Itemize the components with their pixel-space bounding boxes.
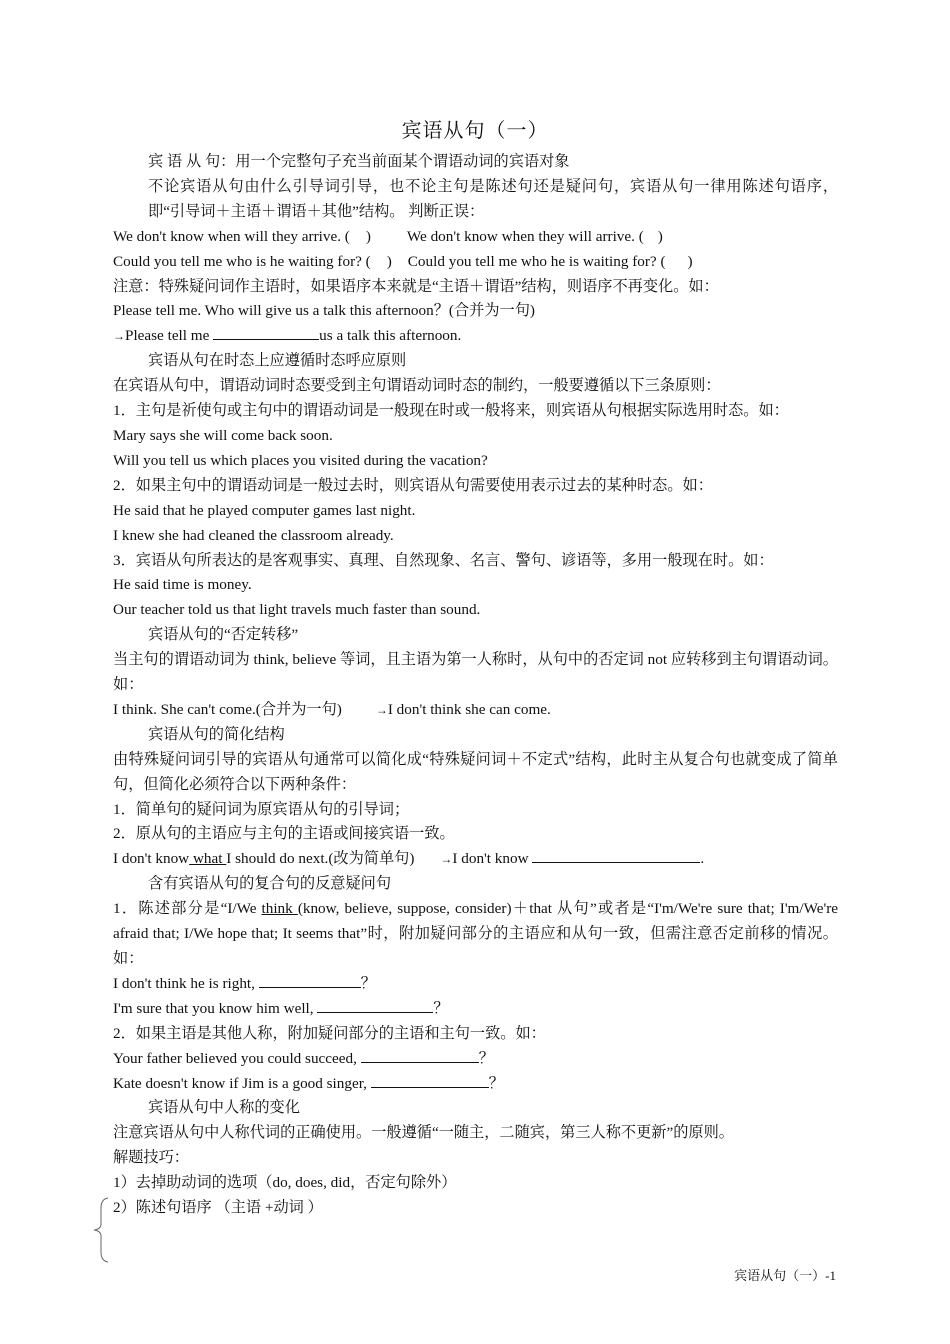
tense-rule-1: 1．主句是祈使句或主句中的谓语动词是一般现在时或一般将来，则宾语从句根据实际选用时态。如： [113,402,789,420]
tag-exercise [113,1047,838,1072]
example-line: Our teacher told us that light travels much faster than sound. [113,601,481,619]
example-line: He said that he played computer games last night. [113,501,416,519]
negation-rule: 当主句的谓语动词为 think, believe 等词，且主语为第一人称时，从句中的否定词 not 应转移到主句谓语动词。如： [113,651,838,694]
merge-exercise-line: Please tell me. Who will give us a talk this afternoon？(合并为一句) [113,302,535,320]
underlined-word: think [261,900,298,918]
section-heading-simplify: 宾语从句的简化结构 [148,725,285,743]
tag-mark: ？ [488,1074,504,1092]
merge-answer-suffix: us a talk this afternoon. [319,327,462,345]
section-heading-negation: 宾语从句的“否定转移” [148,626,299,644]
tag-sentence: Kate doesn't know if Jim is a good singer, [113,1074,371,1092]
answer-blank[interactable] [371,1072,489,1088]
simplify-answer-prefix: I don't know [452,850,533,868]
page-footer: 宾语从句（一）-1 [734,1268,836,1283]
tag-question-rule-1 [113,897,838,972]
simplify-exercise-start: I don't know [113,850,190,868]
document-body [113,150,838,1221]
judge-close-2a: ) [386,252,392,270]
simplify-condition-2: 2．原从句的主语应与主句的主语或间接宾语一致。 [113,825,455,843]
judge-line-2 [113,250,838,275]
tag-exercise [113,1072,838,1097]
simplify-exercise-end: I should do next.(改为简单句) [226,850,415,868]
judge-sentence-2b: Could you tell me who he is waiting for? ( [407,252,666,270]
merge-answer-prefix: Please tell me [125,327,214,345]
judge-close-1b: ) [657,227,663,245]
negation-exercise: I think. She can't come.(合并为一句) [113,700,342,718]
underlined-word: what [189,850,227,868]
person-rule: 注意宾语从句中人称代词的正确使用。一般遵循“一随主，二随宾，第三人称不更新”的原则。 [113,1124,734,1142]
section-heading-tag-question: 含有宾语从句的复合句的反意疑问句 [148,875,391,893]
simplify-rule: 由特殊疑问词引导的宾语从句通常可以简化成“特殊疑问词＋不定式”结构，此时主从复合句也就变成了简单句，但简化必须符合以下两种条件： [113,750,838,793]
example-line: Will you tell us which places you visited during the vacation? [113,451,488,469]
judge-sentence-2a: Could you tell me who is he waiting for? ( [113,252,371,270]
simplify-condition-1: 1．简单句的疑问词为原宾语从句的引导词； [113,800,410,818]
answer-blank[interactable] [213,324,319,340]
tag-sentence: I'm sure that you know him well, [113,999,318,1017]
tag-exercise [113,997,838,1022]
note-subject-line: 注意：特殊疑问词作主语时，如果语序本来就是“主语＋谓语”结构，则语序不再变化。如： [113,277,719,295]
tag-sentence: Your father believed you could succeed, [113,1049,361,1067]
tips-heading: 解题技巧： [113,1149,189,1167]
tense-rule-3: 3．宾语从句所表达的是客观事实、真理、自然现象、名言、警句、谚语等，多用一般现在时。如： [113,551,774,569]
answer-blank[interactable] [317,997,433,1013]
tense-rule-2: 2．如果主句中的谓语动词是一般过去时，则宾语从句需要使用表示过去的某种时态。如： [113,476,713,494]
judge-line-1 [113,225,838,250]
tag-exercise [113,972,838,997]
judge-close-1a: ) [365,227,371,245]
merge-answer-line [113,324,838,349]
arrow-icon: → [440,852,453,867]
tag-question-rule-2: 2．如果主语是其他人称，附加疑问部分的主语和主句一致。如： [113,1024,546,1042]
judge-sentence-1b: We don't know when they will arrive. ( [406,227,644,245]
tag-mark: ？ [478,1049,494,1067]
arrow-icon: → [113,329,125,344]
example-line: He said time is money. [113,576,252,594]
tag-mark: ？ [360,974,376,992]
page-title: 宾语从句（一） [401,120,549,142]
tense-intro: 在宾语从句中，谓语动词时态要受到主句谓语动词时态的制约，一般要遵循以下三条原则： [113,377,721,395]
simplify-example [113,847,838,872]
rule-1-rest: (know, believe, suppose, consider)＋that 从句”或者是“I'm/We're sure that; I'm/We're afraid that; I/We hope that; It seems that”时，附加疑问部分的主语应和从句一致，但需注意否定前移的情况。如： [113,900,838,967]
simplify-answer-end: . [700,850,705,868]
rule-1-start: 1．陈述部分是“I/We [113,900,262,918]
judge-sentence-1a: We don't know when will they arrive. ( [113,227,350,245]
definition-line: 宾 语 从 句：用一个完整句子充当前面某个谓语动词的宾语对象 [148,153,570,170]
arrow-icon: → [375,702,388,717]
answer-blank[interactable] [259,972,361,988]
section-heading-person: 宾语从句中人称的变化 [148,1099,300,1117]
tip-1: 1）去掉助动词的选项（do, does, did，否定句除外） [113,1174,457,1192]
left-brace-icon [92,1196,112,1264]
judge-close-2b: ) [687,252,693,270]
tag-mark: ？ [433,999,449,1017]
negation-answer: I don't think she can come. [387,700,551,718]
tag-sentence: I don't think he is right, [113,974,259,992]
example-line: Mary says she will come back soon. [113,426,333,444]
negation-example [113,698,838,723]
section-heading-tense: 宾语从句在时态上应遵循时态呼应原则 [148,352,407,370]
word-order-rule: 不论宾语从句由什么引导词引导，也不论主句是陈述句还是疑问句，宾语从句一律用陈述句语序，即“引导词＋主语＋谓语＋其他”结构。 判断正误： [148,177,838,220]
tip-2: 2）陈述句语序 （主语 +动词 ） [113,1199,323,1217]
answer-blank[interactable] [361,1047,479,1063]
example-line: I knew she had cleaned the classroom already. [113,526,394,544]
answer-blank[interactable] [532,847,700,863]
